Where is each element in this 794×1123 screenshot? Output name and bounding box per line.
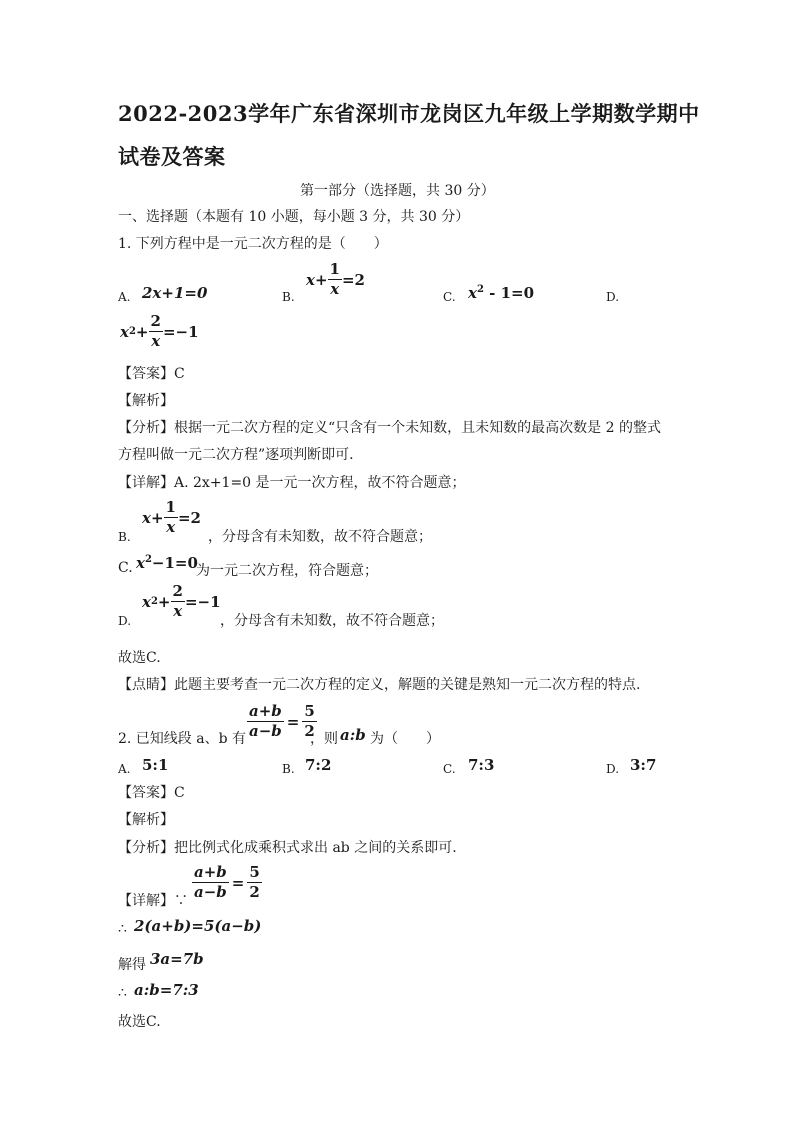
q1-detail-b-label: B. [118,530,131,544]
q2-stem-equals: = [286,712,300,731]
q1-detail-d-denominator: x [173,602,183,620]
q2-step3-math: a:b=7:3 [134,981,199,999]
q1-option-b-denominator: x [330,280,340,298]
q1-option-b-post: =2 [341,270,365,289]
q1-option-a-math: 2x+1=0 [142,284,208,302]
part-heading: 第一部分（选择题，共 30 分） [300,183,495,199]
q2-stem-mid: ，则 [310,731,338,747]
q2-stem-post: 为（ ） [370,731,440,747]
q1-option-d-base: x [120,322,129,341]
q2-stem-denominator: a−b [249,722,282,740]
q1-option-b-numerator: 1 [329,260,340,278]
q2-analysis-label: 【解析】 [118,812,174,828]
q1-detail-b-text: ，分母含有未知数，故不符合题意； [208,529,432,545]
q1-detail-c-post: −1=0 [151,554,198,572]
q2-detail-fraction [192,865,229,900]
q1-option-d-numerator: 2 [150,312,161,330]
q2-option-c-math: 7:3 [468,756,495,774]
q1-option-b-label: B. [282,290,295,304]
q1-option-c-base: x [468,284,477,302]
q1-detail-b-numerator: 1 [165,498,176,516]
q1-detail-d-base: x [142,592,151,611]
q1-detail-b-post: =2 [177,508,201,527]
q2-stem-numerator: a+b [249,702,282,720]
q1-option-c-exponent: 2 [476,284,484,295]
q2-step3-symbol: ∴ [118,985,127,1001]
q1-detail-c-exponent: 2 [144,554,152,565]
q1-option-c-math [468,284,534,302]
q1-detail-d-exponent: 2 [150,596,158,607]
q1-detail-b-math [142,500,201,535]
q1-dianjing: 【点睛】此题主要考查一元二次方程的定义，解题的关键是熟知一元二次方程的特点. [118,677,641,693]
q1-detail-c-text: 为一元二次方程，符合题意； [196,563,378,579]
q2-choose: 故选C. [118,1014,161,1030]
q1-detail-d-math [142,584,221,619]
q2-stem-math [247,704,317,739]
q2-option-c-label: C. [443,762,456,776]
q2-fenxi: 【分析】把比例式化成乘积式求出 ab 之间的关系即可. [118,840,457,856]
document-title-line-1: 2022-2023学年广东省深圳市龙岗区九年级上学期数学期中 [118,101,700,126]
q1-detail-c-label: C. [118,560,133,576]
q1-detail-b-pre: x+ [142,508,164,527]
q2-option-d-label: D. [606,762,620,776]
q2-option-a-label: A. [118,762,131,776]
q1-option-d-label: D. [606,290,620,304]
q1-detail-d-label: D. [118,614,132,628]
q1-option-a-label: A. [118,290,131,304]
q2-stem-pre: 2. 已知线段 a、b 有 [118,731,247,747]
q1-analysis-label: 【解析】 [118,393,174,409]
q2-option-a-math: 5:1 [142,756,169,774]
q1-answer: 【答案】C [118,366,185,382]
q2-answer: 【答案】C [118,785,185,801]
q2-detail-denominator: a−b [194,883,227,901]
q2-stem-fraction [247,704,284,739]
q1-detail-d-fraction [171,584,185,619]
q1-fenxi-line-2: 方程叫做一元二次方程”逐项判断即可. [118,447,354,463]
q1-option-b-pre: x+ [306,270,328,289]
q2-detail-numerator: a+b [194,863,227,881]
q2-option-b-math: 7:2 [305,756,332,774]
q2-step1-symbol: ∴ [118,921,127,937]
q1-option-b-math [306,262,365,297]
q1-stem: 1. 下列方程中是一元二次方程的是（ ） [118,236,388,252]
q1-option-b-fraction [328,262,342,297]
q1-choose: 故选C. [118,650,161,666]
q1-option-d-post: =−1 [162,322,199,341]
q1-detail-c-math [136,554,198,572]
q2-option-d-math: 3:7 [630,756,657,774]
q1-detail-c-base: x [136,554,145,572]
q2-detail-ratio-fraction [247,865,261,900]
q1-detail-a: 【详解】A. 2x+1=0 是一元一次方程，故不符合题意； [118,475,466,491]
q1-option-d-exponent: 2 [128,326,136,337]
q2-option-b-label: B. [282,762,295,776]
q1-option-d-plus: + [135,322,149,341]
q2-stem-ratio-numerator: 5 [304,702,315,720]
q1-detail-d-numerator: 2 [172,582,183,600]
q1-option-d-fraction [149,314,163,349]
q1-detail-d-text: ，分母含有未知数，故不符合题意； [220,613,444,629]
q2-detail-label: 【详解】∵ [118,893,188,909]
section-heading: 一、选择题（本题有 10 小题，每小题 3 分，共 30 分） [118,209,470,225]
q1-fenxi-line-1: 【分析】根据一元二次方程的定义“只含有一个未知数，且未知数的最高次数是 2 的整式 [118,420,661,436]
q2-step1-math: 2(a+b)=5(a−b) [134,917,262,935]
q1-option-c-label: C. [443,290,456,304]
q2-step2-text: 解得 [118,957,146,973]
q2-detail-ratio-numerator: 5 [249,863,260,881]
q1-option-d-denominator: x [151,332,161,350]
q1-option-c-post: - 1=0 [483,284,535,302]
q2-step2-math: 3a=7b [150,950,204,968]
q2-detail-math [192,865,262,900]
q2-stem-ratio-denominator: 2 [304,722,315,740]
document-title-line-2: 试卷及答案 [118,144,226,169]
q1-option-d-math [120,314,199,349]
q2-stem-ratio: a:b [340,726,366,744]
q2-detail-equals: = [231,873,245,892]
q2-detail-ratio-denominator: 2 [249,883,260,901]
q1-detail-b-denominator: x [166,518,176,536]
q1-detail-d-plus: + [157,592,171,611]
q1-detail-b-fraction [164,500,178,535]
q1-detail-d-post: =−1 [184,592,221,611]
